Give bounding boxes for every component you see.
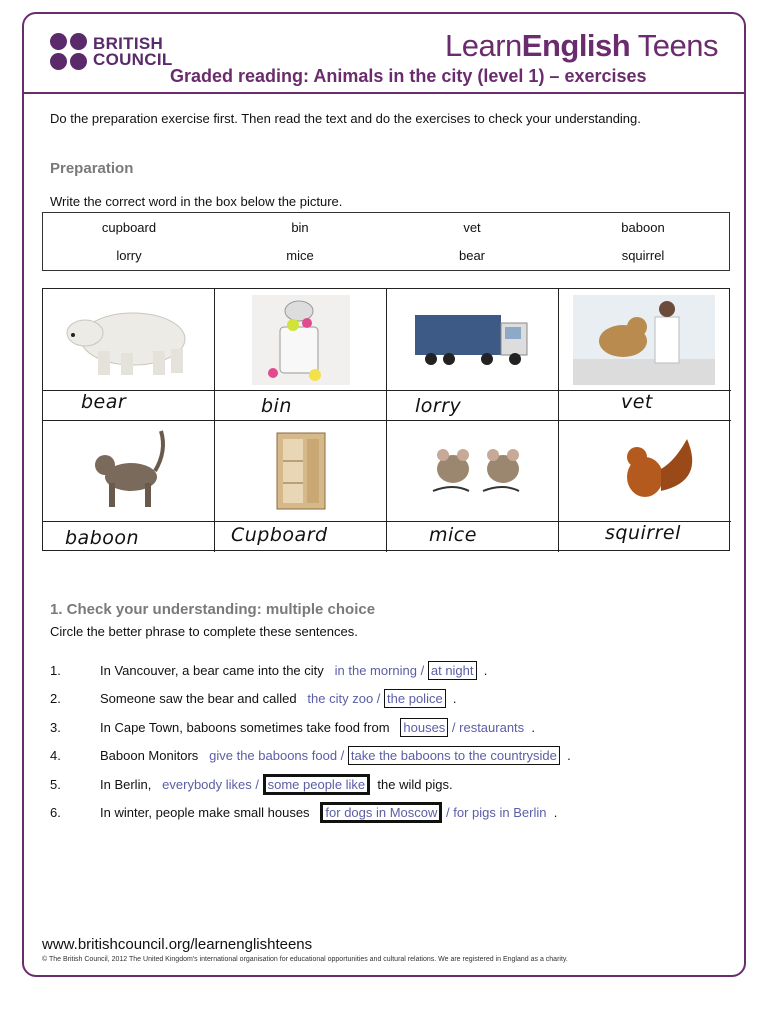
mice-icon (387, 421, 559, 522)
handwritten-answer: bin (261, 395, 292, 417)
word-item: lorry (116, 248, 142, 263)
picture-cell-bin (215, 289, 387, 391)
intro-text: Do the preparation exercise first. Then read the text and do the exercises to check your understanding. (50, 111, 641, 126)
picture-cell-vet (559, 289, 731, 391)
preparation-instruction: Write the correct word in the box below the picture. (50, 194, 343, 209)
picture-cell-cupboard (215, 421, 387, 522)
handwritten-answer: lorry (415, 395, 462, 417)
option-b[interactable]: for pigs in Berlin (453, 805, 547, 820)
picture-cell-baboon (43, 421, 215, 522)
option-b-circled[interactable]: some people like (263, 774, 371, 795)
word-item: squirrel (621, 248, 665, 263)
baboon-icon (43, 421, 215, 522)
answer-cell (43, 522, 215, 552)
word-item: mice (286, 248, 314, 263)
picture-cell-lorry (387, 289, 559, 391)
option-a[interactable]: everybody likes (162, 777, 252, 792)
lorry-icon (387, 289, 559, 391)
option-b-circled[interactable]: at night (428, 661, 477, 680)
footer-url[interactable]: www.britishcouncil.org/learnenglishteens (42, 936, 313, 953)
option-a[interactable]: give the baboons food (209, 748, 338, 763)
picture-cell-mice (387, 421, 559, 522)
answer-cell (215, 391, 387, 421)
word-item: bear (458, 248, 486, 263)
multiple-choice-heading: 1. Check your understanding: multiple choice (50, 601, 376, 618)
option-b-circled[interactable]: the police (384, 689, 446, 708)
picture-cell-bear (43, 289, 215, 391)
page-title: Graded reading: Animals in the city (level 1) – exercises (170, 66, 647, 86)
word-box (42, 212, 730, 271)
handwritten-answer: Cupboard (231, 524, 328, 546)
picture-cell-squirrel (559, 421, 731, 522)
preparation-heading: Preparation (50, 160, 134, 177)
header-rule (22, 92, 746, 94)
cupboard-icon (215, 421, 387, 522)
option-a[interactable]: in the morning (334, 663, 418, 678)
word-item: baboon (621, 220, 665, 235)
option-a-circled[interactable]: houses (400, 718, 448, 737)
multiple-choice-instruction: Circle the better phrase to complete these sentences. (50, 624, 358, 639)
logo-line2: COUNCIL (93, 49, 173, 69)
learnenglish-teens-brand: LearnEnglish Teens (444, 28, 718, 63)
handwritten-answer: baboon (65, 527, 140, 549)
answer-cell (215, 522, 387, 552)
vet-icon (559, 289, 731, 391)
footer-copyright: © The British Council, 2012 The United Kingdom's international organisation for educational opportunities and cultural relations. We are registered in England as a charity. (42, 956, 568, 963)
handwritten-answer: vet (621, 391, 653, 413)
bin-icon (215, 289, 387, 391)
option-b-circled[interactable]: take the baboons to the countryside (348, 746, 560, 765)
handwritten-answer: squirrel (605, 522, 681, 544)
word-item: cupboard (101, 220, 157, 235)
answer-cell (43, 391, 215, 421)
logo-dots-icon (50, 33, 87, 70)
answer-cell (559, 522, 731, 552)
handwritten-answer: mice (429, 524, 477, 546)
picture-table (42, 288, 730, 551)
polar-bear-icon (43, 289, 215, 391)
word-item: vet (463, 220, 481, 235)
squirrel-icon (559, 421, 731, 522)
word-item: bin (291, 220, 309, 235)
option-b[interactable]: restaurants (459, 720, 525, 735)
answer-cell (387, 522, 559, 552)
logo-line1: BRITISH (93, 33, 164, 53)
handwritten-answer: bear (81, 391, 127, 413)
british-council-logo (50, 33, 173, 70)
option-a-circled[interactable]: for dogs in Moscow (320, 802, 442, 823)
answer-cell (559, 391, 731, 421)
answer-cell (387, 391, 559, 421)
option-a[interactable]: the city zoo (307, 691, 374, 706)
